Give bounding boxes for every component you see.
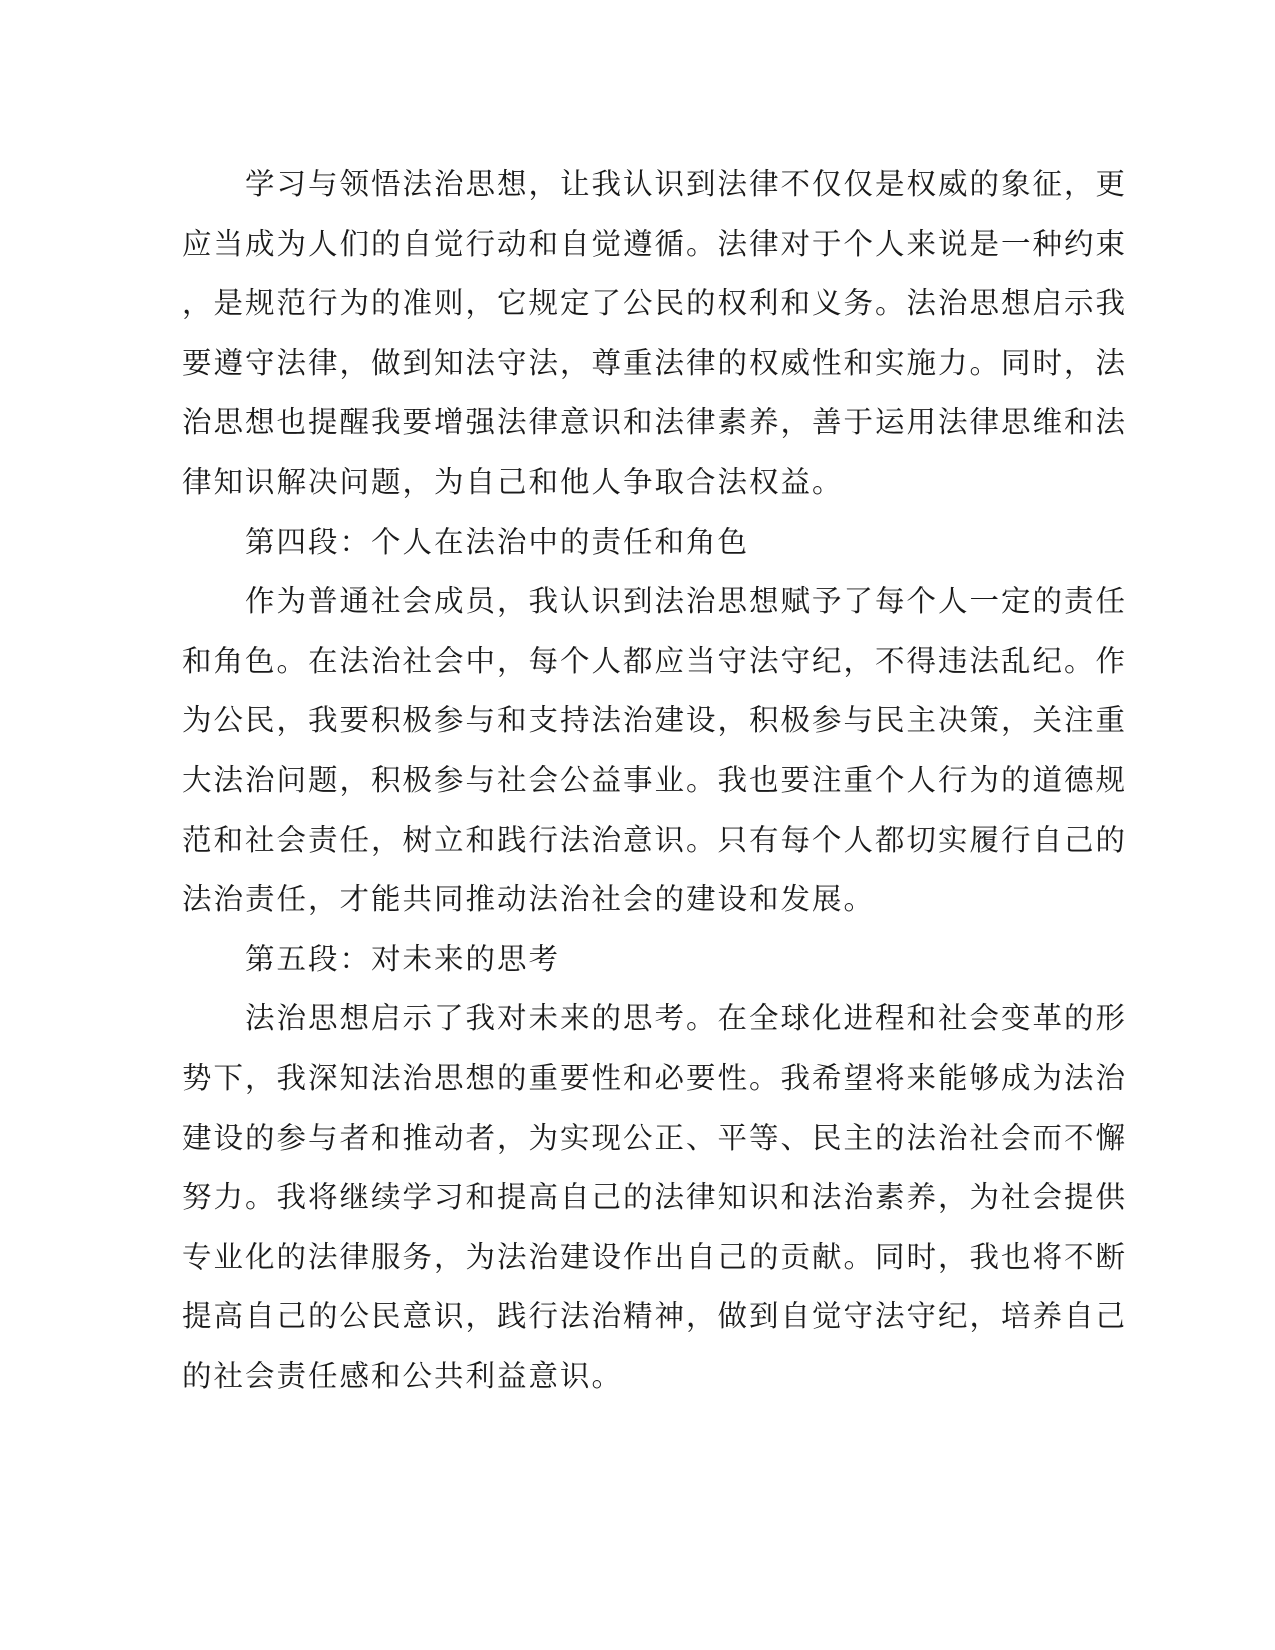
text-line: 法治责任，才能共同推动法治社会的建设和发展。 xyxy=(182,882,876,917)
text-line: 势下，我深知法治思想的重要性和必要性。我希望将来能够成为法治 xyxy=(182,1060,1128,1095)
section-heading: 第五段：对未来的思考 xyxy=(182,941,561,976)
text-line: 范和社会责任，树立和践行法治意识。只有每个人都切实履行自己的 xyxy=(182,822,1128,857)
text-line: 的社会责任感和公共利益意识。 xyxy=(182,1358,624,1393)
text-line: 治思想也提醒我要增强法律意识和法律素养，善于运用法律思维和法 xyxy=(182,405,1128,440)
text-line: 要遵守法律，做到知法守法，尊重法律的权威性和实施力。同时，法 xyxy=(182,345,1128,380)
text-line: 作为普通社会成员，我认识到法治思想赋予了每个人一定的责任 xyxy=(182,584,1128,619)
text-line: ，是规范行为的准则，它规定了公民的权利和义务。法治思想启示我 xyxy=(182,286,1128,321)
text-line: 和角色。在法治社会中，每个人都应当守法守纪，不得违法乱纪。作 xyxy=(182,643,1128,678)
text-line: 学习与领悟法治思想，让我认识到法律不仅仅是权威的象征，更 xyxy=(182,167,1128,201)
text-line: 为公民，我要积极参与和支持法治建设，积极参与民主决策，关注重 xyxy=(182,703,1128,738)
section-heading: 第四段：个人在法治中的责任和角色 xyxy=(182,524,750,559)
body-text xyxy=(182,155,1128,1406)
text-line: 专业化的法律服务，为法治建设作出自己的贡献。同时，我也将不断 xyxy=(182,1239,1128,1274)
text-line: 建设的参与者和推动者，为实现公正、平等、民主的法治社会而不懈 xyxy=(182,1120,1128,1155)
text-line: 提高自己的公民意识，践行法治精神，做到自觉守法守纪，培养自己 xyxy=(182,1299,1128,1334)
text-line: 努力。我将继续学习和提高自己的法律知识和法治素养，为社会提供 xyxy=(182,1180,1128,1215)
text-line: 大法治问题，积极参与社会公益事业。我也要注重个人行为的道德规 xyxy=(182,762,1128,797)
text-line: 应当成为人们的自觉行动和自觉遵循。法律对于个人来说是一种约束 xyxy=(182,226,1128,261)
text-line: 律知识解决问题，为自己和他人争取合法权益。 xyxy=(182,464,844,499)
text-line: 法治思想启示了我对未来的思考。在全球化进程和社会变革的形 xyxy=(182,1001,1128,1036)
